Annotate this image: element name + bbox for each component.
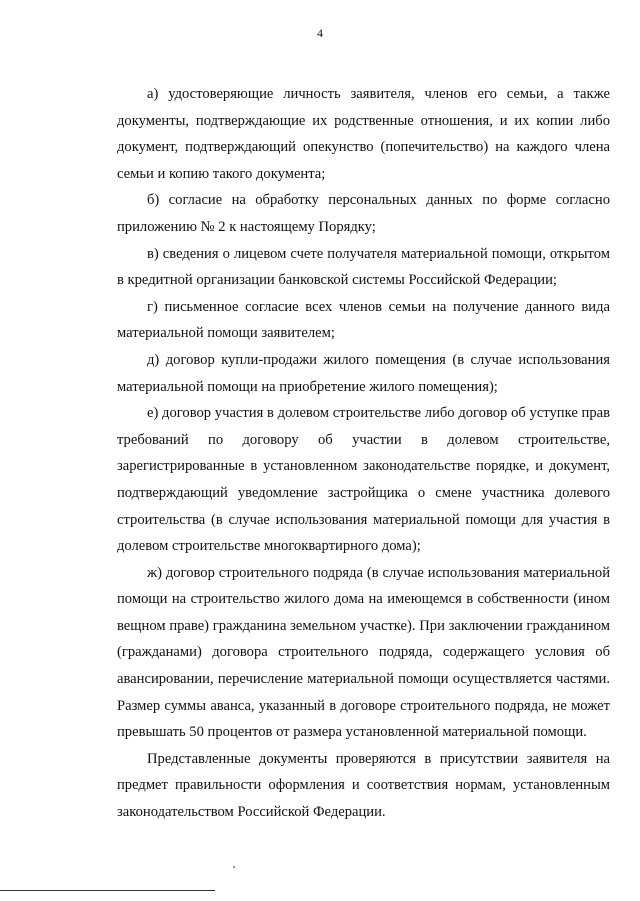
paragraph-a-identity-documents: а) удостоверяющие личность заявителя, членов его семьи, а также документы, подтверждающие их родственные отношения, и их копии либо документ, подтверждающий опекунство (попечительство) на каждого члена семьи и копию такого документа;	[117, 86, 610, 182]
paragraph-document-verification: Представленные документы проверяются в присутствии заявителя на предмет правильности оформления и соответствия нормам, установленным законодательством Российской Федерации.	[117, 750, 610, 821]
footnote-separator-line	[0, 890, 215, 891]
paragraph-g-family-consent: г) письменное согласие всех членов семьи на получение данного вида материальной помощи заявителем;	[117, 298, 610, 342]
paragraph-v-bank-account-details: в) сведения о лицевом счете получателя материальной помощи, открытом в кредитной организации банковской системы Российской Федерации;	[117, 245, 610, 289]
paragraph-zh-construction-contract: ж) договор строительного подряда (в случае использования материальной помощи на строительство жилого дома на имеющемся в собственности (ином вещном праве) гражданина земельном участке). При заключении гражданином (гражданами) договора строительного подряда, содержащего условия об авансировании, перечисление материальной помощи осуществляется частями. Размер суммы аванса, указанный в договоре строительного подряда, не может превышать 50 процентов от размера установленной материальной помощи.	[117, 564, 610, 741]
paragraph-d-purchase-contract: д) договор купли-продажи жилого помещения (в случае использования материальной помощи на приобретение жилого помещения);	[117, 351, 610, 395]
page-number: 4	[317, 26, 323, 40]
paragraph-b-personal-data-consent: б) согласие на обработку персональных данных по форме согласно приложению № 2 к настоящему Порядку;	[117, 192, 610, 235]
scan-speck	[233, 866, 235, 868]
paragraph-e-shared-construction-contract: е) договор участия в долевом строительстве либо договор об уступке прав требований по договору об участии в долевом строительстве, зарегистрированные в установленном законодательстве порядке, и документ, подтверждающий уведомление застройщика о смене участника долевого строительства (в случае использования материальной помощи для участия в долевом строительстве многоквартирного дома);	[117, 405, 610, 555]
document-body	[117, 81, 610, 826]
